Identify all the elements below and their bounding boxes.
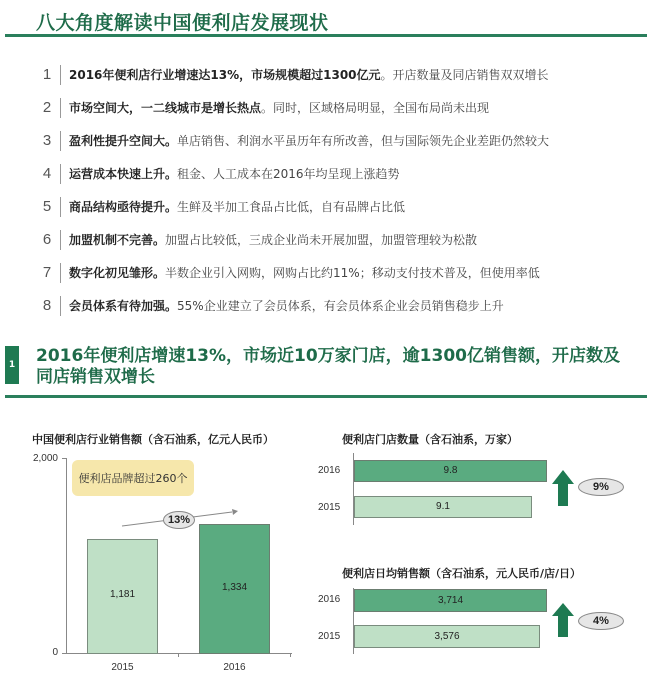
daily-sales-chart-title: 便利店日均销售额（含石油系，元人民币/店/日） — [342, 567, 582, 580]
list-item — [38, 58, 638, 91]
section-divider — [5, 395, 647, 398]
list-item — [38, 256, 638, 289]
daily-sales-growth-badge: 4% — [578, 612, 624, 630]
key-points-list — [38, 58, 638, 322]
item-heading: 运营成本快速上升。 — [69, 167, 178, 181]
item-number: 5 — [42, 198, 52, 215]
item-separator — [60, 230, 61, 250]
item-heading: 商品结构亟待提升。 — [69, 200, 178, 214]
list-item — [38, 223, 638, 256]
brand-count-callout — [72, 460, 194, 496]
store-growth-badge: 9% — [578, 478, 624, 496]
list-item — [38, 91, 638, 124]
item-heading: 盈利性提升空间大。 — [69, 134, 178, 148]
bar-2015-value: 1,181 — [109, 589, 136, 600]
item-heading: 数字化初见雏形。 — [69, 266, 166, 280]
item-text: 租金、人工成本在2016年均呈现上涨趋势 — [177, 167, 400, 181]
x-label-2016: 2016 — [223, 662, 246, 673]
item-heading: 2016年便利店行业增速达13%，市场规模超过1300亿元 — [69, 68, 381, 82]
item-text: 55%企业建立了会员体系，有会员体系企业会员销售稳步上升 — [177, 299, 504, 313]
item-separator — [60, 65, 61, 85]
item-text: 加盟占比较低，三成企业尚未开展加盟，加盟管理较为松散 — [165, 233, 478, 247]
bar-2016-value: 9.8 — [443, 465, 458, 476]
sales-growth-badge: 13% — [163, 511, 195, 529]
item-separator — [60, 263, 61, 283]
bar-2015-value: 9.1 — [436, 501, 450, 512]
item-text: 半数企业引入网购，网购占比约11%；移动支付技术普及，但使用率低 — [165, 266, 540, 280]
title-divider — [5, 34, 647, 37]
item-heading: 加盟机制不完善。 — [69, 233, 166, 247]
up-arrow-icon — [552, 603, 574, 637]
callout-text: 便利店品牌超过260个 — [78, 472, 188, 485]
item-number: 7 — [42, 264, 52, 281]
item-number: 1 — [42, 66, 52, 83]
y-tick-max: 2,000 — [32, 453, 58, 464]
store-count-chart-title: 便利店门店数量（含石油系，万家） — [342, 433, 518, 446]
section-index-badge: 1 — [5, 346, 19, 384]
list-item — [38, 190, 638, 223]
y-label-2016: 2016 — [318, 465, 341, 476]
bar-2016-value: 1,334 — [221, 582, 248, 593]
up-arrow-icon — [552, 470, 574, 506]
item-number: 3 — [42, 132, 52, 149]
item-separator — [60, 131, 61, 151]
list-item — [38, 157, 638, 190]
item-number: 6 — [42, 231, 52, 248]
item-separator — [60, 197, 61, 217]
item-number: 8 — [42, 297, 52, 314]
item-heading: 会员体系有待加强。 — [69, 299, 178, 313]
page-title: 八大角度解读中国便利店发展现状 — [36, 12, 329, 34]
item-separator — [60, 164, 61, 184]
bar-2015-value: 3,576 — [434, 631, 460, 642]
item-number: 2 — [42, 99, 52, 116]
y-label-2015: 2015 — [318, 631, 341, 642]
y-label-2016: 2016 — [318, 594, 341, 605]
x-tick — [178, 653, 179, 657]
item-text: 。同时，区域格局明显，全国布局尚未出现 — [261, 101, 490, 115]
item-text: 。开店数量及同店销售双双增长 — [380, 68, 549, 82]
item-text: 单店销售、利润水平虽历年有所改善，但与国际领先企业差距仍然较大 — [177, 134, 550, 148]
y-label-2015: 2015 — [318, 502, 341, 513]
sales-chart-title: 中国便利店行业销售额（含石油系，亿元人民币） — [32, 433, 274, 446]
y-tick — [62, 458, 67, 459]
y-tick-min: 0 — [52, 647, 58, 658]
y-axis — [66, 458, 67, 654]
list-item — [38, 124, 638, 157]
item-heading: 市场空间大，一二线城市是增长热点 — [69, 101, 262, 115]
item-text: 生鲜及半加工食品占比低，自有品牌占比低 — [177, 200, 406, 214]
item-separator — [60, 296, 61, 316]
item-separator — [60, 98, 61, 118]
bar-2016-value: 3,714 — [437, 595, 464, 606]
list-item — [38, 289, 638, 322]
item-number: 4 — [42, 165, 52, 182]
x-tick — [290, 653, 291, 657]
section-title: 2016年便利店增速13%，市场近10万家门店，逾1300亿销售额，开店数及同店销售双增长 — [36, 346, 620, 387]
x-label-2015: 2015 — [111, 662, 134, 673]
